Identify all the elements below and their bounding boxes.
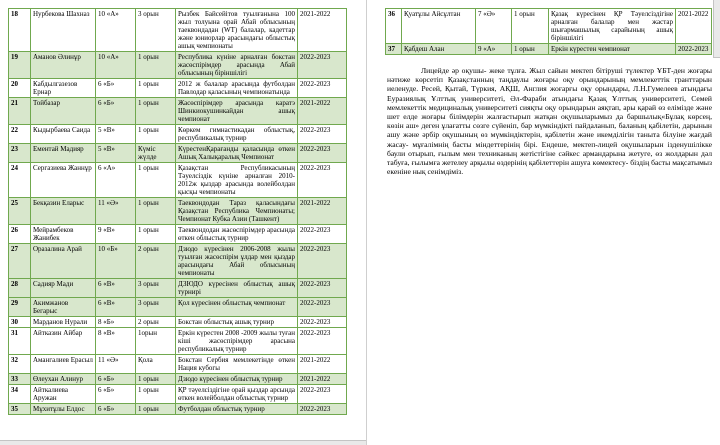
place-won: 1 орын xyxy=(136,385,176,404)
row-number: 25 xyxy=(9,198,31,225)
school-years: 2022-2023 xyxy=(298,317,347,328)
row-number: 32 xyxy=(9,355,31,374)
achievement-text: КүрестенҚарағанды қаласында өткен Ашық Халықаралық Чемпионат xyxy=(176,144,298,163)
student-grade: 8 «В» xyxy=(96,328,136,355)
achievement-text: Таеквондодан Тараз қаласындағы Қазақстан Республика Чемпионаты; Чемпионат Кубка Азии (Ташкент) xyxy=(176,198,298,225)
row-number: 35 xyxy=(9,404,31,415)
achievement-text: Дзюдо күресінен облыстық турнир xyxy=(176,374,298,385)
row-number: 18 xyxy=(9,9,31,52)
table-row xyxy=(9,144,347,163)
student-name: Акимжанов Бегарыс xyxy=(31,298,96,317)
row-number: 26 xyxy=(9,225,31,244)
student-grade: 6 «Б» xyxy=(96,374,136,385)
student-name: Өлеухан Алинур xyxy=(31,374,96,385)
school-years: 2022-2023 xyxy=(298,144,347,163)
row-number: 37 xyxy=(386,44,402,55)
student-name: Оразалина Арай xyxy=(31,244,96,279)
student-name: Кыдырбаева Саида xyxy=(31,125,96,144)
student-grade: 6 «Б» xyxy=(96,79,136,98)
student-name: Аманов Әлинұр xyxy=(31,52,96,79)
school-years: 2022-2023 xyxy=(676,44,712,55)
school-years: 2021-2022 xyxy=(298,198,347,225)
place-won: 2 орын xyxy=(136,244,176,279)
row-number: 24 xyxy=(9,163,31,198)
school-years: 2022-2023 xyxy=(298,79,347,98)
achievement-text: Таеквондодан жасөспірімдер арасында өткен облыстық турнир xyxy=(176,225,298,244)
table-row xyxy=(9,404,347,415)
school-years: 2022-2023 xyxy=(298,385,347,404)
achievement-text: ҚР тәуелсіздігіне орай қыздар арсында өткен волейболдан облыстық турнир xyxy=(176,385,298,404)
achievement-text: Қол күресінен облыстық чемпионат xyxy=(176,298,298,317)
place-won: 1 орын xyxy=(136,52,176,79)
achievement-text: Еркін күрестен чемпионат xyxy=(549,44,676,55)
row-number: 31 xyxy=(9,328,31,355)
student-name: Қуатұлы Айсұлтан xyxy=(402,9,476,44)
place-won: 3 орын xyxy=(136,298,176,317)
page-divider-line xyxy=(366,0,367,445)
student-name: Айтказин Айбар xyxy=(31,328,96,355)
student-name: Қабдеш Алан xyxy=(402,44,476,55)
school-years: 2021-2022 xyxy=(676,9,712,44)
table-row xyxy=(9,163,347,198)
row-number: 19 xyxy=(9,52,31,79)
student-grade: 11 «Ә» xyxy=(96,198,136,225)
row-number: 30 xyxy=(9,317,31,328)
achievement-text: 2012 ж балалар арасында футболдан Павлодар қаласының чемпионатында xyxy=(176,79,298,98)
row-number: 23 xyxy=(9,144,31,163)
student-grade: 10 «А» xyxy=(96,52,136,79)
student-name: Тойбазар xyxy=(31,98,96,125)
school-years: 2021-2022 xyxy=(298,355,347,374)
place-won: Қола xyxy=(136,355,176,374)
student-name: Ементай Мадияр xyxy=(31,144,96,163)
student-grade: 9 «В» xyxy=(96,225,136,244)
table-row xyxy=(9,355,347,374)
row-number: 33 xyxy=(9,374,31,385)
student-grade: 6 «В» xyxy=(96,298,136,317)
achievements-table-left xyxy=(8,8,347,415)
body-paragraph: Лицейде әр оқушы- жеке тұлға. Жыл сайын мектеп бітіруші түлектер ҰБТ-ден жоғары нәтиже көрсетіп Қазақстанның таңдаулы жоғары оқу орындарының мемлекеттік гранттарын иеленуде. Ресей, Қытай, Түркия, АҚШ, Англия жоғарғы оқу орындары, Л.Н.Гумелеев атындағы Еуразиялық Ұлттық университеті, Әл-Фараби атындағы Қазақ Ұлттық университеті, Семей мемлекеттік медициналық университеті сияқты оқу орындарын аяқтап, ары қарай өз елімізде және шет елде жоғары білімдерін жалғастырып жатқан оқушыларымыз да баршылық«Бұлақ көрсең, көзін аш» деген ұлағатты сөзге сүйеніп, бар мүмкіндікті пайдаланып, баланың қабілетін, дарынын ашу және әрбір оқушының өз мүмкіндіктерін, қабілетін және икемділігін таныта білуіне жағдай жасау- мұғалімнің басты міндеттерінің бірі. Ендеше, мектеп-лицей оқушыларын ізденушілікке баули отырып, ғылым мен техниканың жетістігіне сәйкес армандарына жетуге, өз жолдарын дәл табуға, ғылымға жетелеу арқылы өздерінің қабілеттерін ашуға көмектесу- біздің басты мақсатымыз екеніне нық сенімдіміз. xyxy=(387,66,712,177)
school-years: 2022-2023 xyxy=(298,244,347,279)
achievements-table-right xyxy=(385,8,712,55)
student-name: Марданов Нурали xyxy=(31,317,96,328)
student-grade: 7 «Ә» xyxy=(476,9,512,44)
student-grade: 8 «Б» xyxy=(96,317,136,328)
student-grade: 9 «А» xyxy=(476,44,512,55)
student-name: Мейрамбеков Жанибек xyxy=(31,225,96,244)
table-row xyxy=(9,279,347,298)
achievement-text: Көркем гимнастикадан облыстық, республикалық турнир xyxy=(176,125,298,144)
table-row xyxy=(9,385,347,404)
student-name: Нурбекова Шахназ xyxy=(31,9,96,52)
school-years: 2022-2023 xyxy=(298,298,347,317)
student-grade: 10 «А» xyxy=(96,9,136,52)
student-grade: 5 «В» xyxy=(96,144,136,163)
place-won: 1 орын xyxy=(136,225,176,244)
outside-page-area-right xyxy=(714,0,720,57)
table-row xyxy=(9,52,347,79)
achievement-text: Еркін күрестен 2008 -2009 жылы туған кіші жасөспірімдер арасына республикалық турнир xyxy=(176,328,298,355)
place-won: 1 орын xyxy=(136,374,176,385)
achievement-text: Дзюдо күресінен 2006-2008 жылы туылған жасөспірім ұлдар мен қыздар арасындағы Абай облысының чемпионаты xyxy=(176,244,298,279)
row-number: 28 xyxy=(9,279,31,298)
student-name: Садияр Мади xyxy=(31,279,96,298)
row-number: 21 xyxy=(9,98,31,125)
place-won: 1орын xyxy=(136,328,176,355)
document-page-right xyxy=(367,0,720,445)
student-grade: 6 «А» xyxy=(96,163,136,198)
student-grade: 6 «В» xyxy=(96,279,136,298)
achievement-text: Жасөспірімдер арасында каратэ Шинкиокушинкайдан ашық чемпионат xyxy=(176,98,298,125)
place-won: 3 орын xyxy=(136,279,176,298)
school-years: 2022-2023 xyxy=(298,225,347,244)
school-years: 2022-2023 xyxy=(298,163,347,198)
place-won: 3 орын xyxy=(136,9,176,52)
school-years: 2022-2023 xyxy=(298,125,347,144)
row-number: 22 xyxy=(9,125,31,144)
achievement-text: ДЗЮДО күресінен облыстық ашық турнирі xyxy=(176,279,298,298)
place-won: 1 орын xyxy=(512,9,549,44)
table-row xyxy=(9,374,347,385)
place-won: 1 орын xyxy=(136,163,176,198)
right-page-edge-horizontal xyxy=(713,57,720,58)
table-row xyxy=(9,298,347,317)
school-years: 2021-2022 xyxy=(298,374,347,385)
table-row xyxy=(9,198,347,225)
achievement-text: Қазақ күресінен ҚР Тәуелсіздігіне арналған балалар мен жастар шығармашылық сарайының ашық біріншілігі xyxy=(549,9,676,44)
row-number: 36 xyxy=(386,9,402,44)
achievement-text: Республика күніне арналған бокстан жасөспірімдер арасында Абай облысының біріншілігі xyxy=(176,52,298,79)
student-name: Кабдылгазезов Ернар xyxy=(31,79,96,98)
row-number: 29 xyxy=(9,298,31,317)
table-row xyxy=(386,44,712,55)
school-years: 2021-2022 xyxy=(298,98,347,125)
place-won: Күміс жүлде xyxy=(136,144,176,163)
row-number: 20 xyxy=(9,79,31,98)
achievement-text: Футболдан облыстық турнир xyxy=(176,404,298,415)
achievement-text: Рызбек Байсейітов туылғанына 100 жыл толуына орай Абай облысының таеквондадан (WT) балалар, кадеттар және юниорлар арасындағы облыстық ашық чемпионаты xyxy=(176,9,298,52)
school-years: 2022-2023 xyxy=(298,404,347,415)
place-won: 1 орын xyxy=(136,125,176,144)
achievement-text: Бокстан облыстық ашық турнир xyxy=(176,317,298,328)
school-years: 2022-2023 xyxy=(298,279,347,298)
achievement-text: Қазақстан Республикасының Тәуелсіздік күніне арналған 2010-2012ж қыздар арасында волейболдан қысқы чемпионаты xyxy=(176,163,298,198)
student-name: Сергазиева Жаннұр xyxy=(31,163,96,198)
school-years: 2022-2023 xyxy=(298,328,347,355)
table-row xyxy=(9,79,347,98)
table-row xyxy=(9,328,347,355)
table-row xyxy=(9,244,347,279)
place-won: 1 орын xyxy=(512,44,549,55)
table-row xyxy=(9,125,347,144)
outside-page-area-bottom xyxy=(0,441,366,445)
row-number: 27 xyxy=(9,244,31,279)
student-grade: 6 «Б» xyxy=(96,385,136,404)
student-grade: 10 «Б» xyxy=(96,244,136,279)
place-won: 1 орын xyxy=(136,198,176,225)
student-grade: 6 «Б» xyxy=(96,98,136,125)
student-grade: 5 «В» xyxy=(96,125,136,144)
student-name: Айткалиева Аружан xyxy=(31,385,96,404)
school-years: 2022-2023 xyxy=(298,52,347,79)
achievement-text: Бокстан Сербия мемлекетінде өткен Нация кубогы xyxy=(176,355,298,374)
table-row xyxy=(386,9,712,44)
student-name: Амангалиев Ерасыл xyxy=(31,355,96,374)
table-row xyxy=(9,225,347,244)
place-won: 1 орын xyxy=(136,98,176,125)
place-won: 2 орын xyxy=(136,317,176,328)
table-row xyxy=(9,317,347,328)
row-number: 34 xyxy=(9,385,31,404)
student-name: Мұхитұлы Елдос xyxy=(31,404,96,415)
student-grade: 6 «Б» xyxy=(96,404,136,415)
place-won: 1 орын xyxy=(136,79,176,98)
student-name: Бекқазин Еларыс xyxy=(31,198,96,225)
place-won: 1 орын xyxy=(136,404,176,415)
school-years: 2021-2022 xyxy=(298,9,347,52)
table-row xyxy=(9,98,347,125)
student-grade: 11 «Ә» xyxy=(96,355,136,374)
table-row xyxy=(9,9,347,52)
